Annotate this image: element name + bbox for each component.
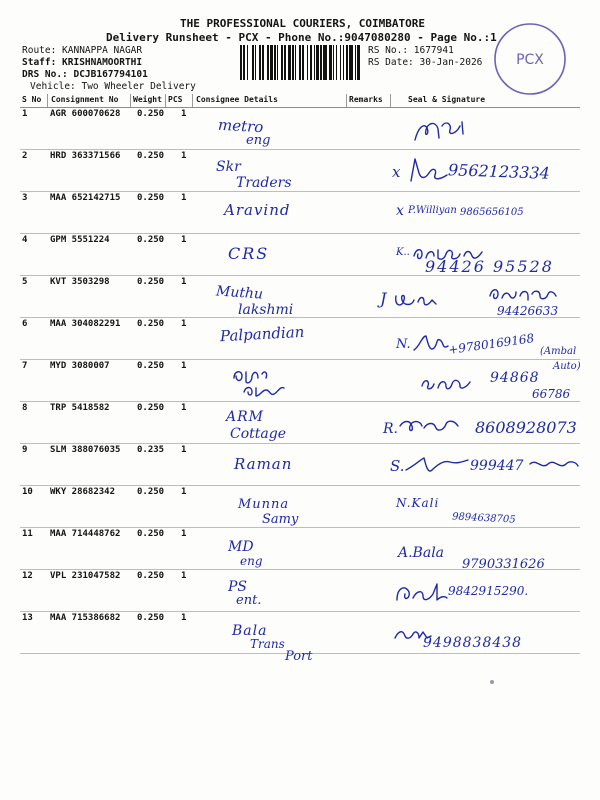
row-sno: 4 [22,235,28,245]
barcode-bar [252,45,254,80]
row-pcs: 1 [181,193,187,203]
consignee-name: MD [228,539,254,555]
signature-scribble [393,580,449,608]
consignee-name: Samy [262,512,299,527]
signature-name: A.Bala [398,545,445,561]
signature-mark: x [396,203,404,219]
signature-phone: 94868 [490,370,540,386]
signature-phone: 94426633 [497,304,559,318]
row-consignment-no: GPM 5551224 [50,235,110,245]
barcode-bar [336,45,337,80]
row-sno: 1 [22,109,28,119]
barcode [238,45,364,80]
row-consignment-no: TRP 5418582 [50,403,110,413]
row-sno: 8 [22,403,28,413]
column-divider [390,94,391,107]
row-consignment-no: MAA 304082291 [50,319,121,329]
consignee-name: metro [217,115,264,137]
signature-mark: N. [396,337,411,352]
consignee-name: eng [240,554,263,568]
barcode-bar [343,45,344,80]
row-weight: 0.250 [137,571,165,581]
row-pcs: 1 [181,613,187,623]
row-consignment-no: MAA 714448762 [50,529,121,539]
consignee-name: Muthu [215,283,264,303]
row-sno: 7 [22,361,28,371]
row-sno: 6 [22,319,28,329]
signature-note: Auto) [553,361,581,372]
signature-scribble [528,456,580,472]
consignee-name: Traders [236,175,292,191]
row-consignment-no: MAA 652142715 [50,193,121,203]
row-consignment-no: AGR 600070628 [50,109,121,119]
consignee-name: Raman [234,455,293,473]
barcode-bar [284,45,286,80]
signature-scribble [404,452,470,480]
barcode-bar [346,45,348,80]
row-weight: 0.250 [137,151,165,161]
signature-name: N.Kali [396,496,440,510]
barcode-bar [295,45,296,80]
signature-phone: 9865656105 [460,207,524,218]
signature-phone: 9842915290. [448,584,529,598]
barcode-bar [255,45,256,80]
signature-name: P.Williyan [408,205,457,216]
row-pcs: 1 [181,571,187,581]
col-consignee: Consignee Details [196,95,278,104]
row-pcs: 1 [181,445,187,455]
row-consignment-no: HRD 363371566 [50,151,121,161]
consignee-name: Bala [232,623,268,639]
barcode-bar [299,45,301,80]
consignee-name: Skr [216,159,241,175]
row-divider [20,233,580,234]
barcode-bar [259,45,261,80]
consignee-name: PS [228,579,248,595]
row-weight: 0.250 [137,319,165,329]
row-divider [20,191,580,192]
row-weight: 0.235 [137,445,165,455]
barcode-bar [262,45,264,80]
signature-phone: 9498838438 [423,635,523,651]
signature-phone: +9780169168 [447,331,535,357]
consignee-name: ent. [236,593,262,608]
row-consignment-no: MYD 3080007 [50,361,110,371]
row-divider [20,443,580,444]
column-divider [192,94,193,107]
row-weight: 0.250 [137,613,165,623]
row-weight: 0.250 [137,487,165,497]
consignee-name: ARM [226,409,264,425]
col-consignment: Consignment No [51,95,119,104]
row-divider [20,527,580,528]
col-sno: S No [22,95,42,104]
row-pcs: 1 [181,403,187,413]
vehicle-label: Vehicle: Two Wheeler Delivery [30,81,196,92]
signature-scribble [410,330,452,358]
row-pcs: 1 [181,319,187,329]
barcode-bar [314,45,315,80]
row-divider [20,401,580,402]
row-divider [20,317,580,318]
barcode-bar [333,45,334,80]
barcode-bar [307,45,308,80]
row-weight: 0.250 [137,403,165,413]
drs-number: DRS No.: DCJB167794101 [22,69,148,80]
route-label: Route: KANNAPPA NAGAR [22,45,143,56]
barcode-bar [277,45,278,80]
barcode-bar [288,45,291,80]
row-divider [20,149,580,150]
row-consignment-no: KVT 3503298 [50,277,110,287]
column-divider [130,94,131,107]
row-sno: 9 [22,445,28,455]
consignee-name: Palpandian [219,322,305,346]
staff-label: Staff: KRISHNAMOORTHI [22,57,143,68]
row-consignment-no: WKY 28682342 [50,487,116,497]
consignee-handwriting [230,368,300,398]
consignee-name: Munna [238,497,290,512]
header-rule [20,107,580,108]
barcode-bar [310,45,312,80]
column-divider [47,94,48,107]
barcode-bar [357,45,360,80]
row-weight: 0.250 [137,361,165,371]
row-weight: 0.250 [137,193,165,203]
row-sno: 10 [22,487,33,497]
barcode-bar [270,45,273,80]
col-remarks: Remarks [349,95,383,104]
barcode-bar [320,45,322,80]
row-consignment-no: VPL 231047582 [50,571,121,581]
signature-scribble [420,374,472,394]
signature-phone: 94426 95528 [425,257,554,276]
row-pcs: 1 [181,109,187,119]
row-divider [20,611,580,612]
consignee-name: Cottage [230,426,286,442]
column-divider [346,94,347,107]
row-pcs: 1 [181,487,187,497]
barcode-bar [267,45,269,80]
barcode-bar [329,45,332,80]
row-pcs: 1 [181,151,187,161]
row-weight: 0.250 [137,277,165,287]
row-divider [20,485,580,486]
barcode-bar [247,45,248,80]
row-consignment-no: MAA 715386682 [50,613,121,623]
company-name: THE PROFESSIONAL COURIERS, COIMBATORE [180,17,426,30]
row-pcs: 1 [181,529,187,539]
consignee-name: CRS [228,244,270,263]
signature-mark: J [380,289,387,308]
col-seal-signature: Seal & Signature [408,95,486,104]
ink-dot [490,680,494,684]
signature-mark: x [392,163,401,181]
signature-scribble [398,416,460,436]
barcode-bar [240,45,242,80]
row-sno: 12 [22,571,33,581]
row-sno: 5 [22,277,28,287]
barcode-bar [316,45,319,80]
signature-phone: 66786 [532,387,571,401]
runsheet-title: Delivery Runsheet - PCX - Phone No.:9047080280 - Page No.:1 [106,31,497,44]
col-weight: Weight [133,95,162,104]
col-pcs: PCS [168,95,183,104]
signature-scribble [390,288,442,314]
row-weight: 0.250 [137,235,165,245]
row-weight: 0.250 [137,529,165,539]
pcx-stamp [492,21,568,97]
signature-scribble [405,155,449,187]
barcode-bar [281,45,283,80]
consignee-name: lakshmi [238,302,294,318]
consignee-name: eng [246,133,271,148]
row-sno: 13 [22,613,33,623]
row-pcs: 1 [181,277,187,287]
row-divider [20,359,580,360]
barcode-bar [323,45,327,80]
barcode-bar [349,45,353,80]
signature-phone: 9894638705 [451,511,516,526]
signature-scribble [488,286,558,302]
consignee-name: Trans [250,637,285,651]
rs-date: RS Date: 30-Jan-2026 [368,57,483,68]
signature-scribble [412,116,468,144]
consignee-name: Port [285,649,313,664]
barcode-bar [355,45,356,80]
row-sno: 3 [22,193,28,203]
barcode-bar [292,45,294,80]
barcode-bar [340,45,341,80]
row-pcs: 1 [181,361,187,371]
row-sno: 11 [22,529,33,539]
signature-phone: 8608928073 [475,418,577,437]
stamp-text: PCX [516,52,544,68]
rs-number: RS No.: 1677941 [368,45,454,56]
row-pcs: 1 [181,235,187,245]
barcode-bar [302,45,304,80]
column-divider [165,94,166,107]
row-consignment-no: SLM 388076035 [50,445,121,455]
barcode-bar [274,45,276,80]
signature-note: (Ambal [540,346,577,357]
signature-phone: 9562123334 [447,160,551,183]
signature-phone: 9790331626 [462,557,545,572]
row-weight: 0.250 [137,109,165,119]
consignee-name: Aravind [224,201,291,219]
signature-mark: R. [383,421,398,437]
signature-name: K.. [396,247,410,258]
barcode-bar [243,45,245,80]
row-sno: 2 [22,151,28,161]
signature-mark: S. [390,457,405,475]
signature-phone: 999447 [470,458,524,474]
